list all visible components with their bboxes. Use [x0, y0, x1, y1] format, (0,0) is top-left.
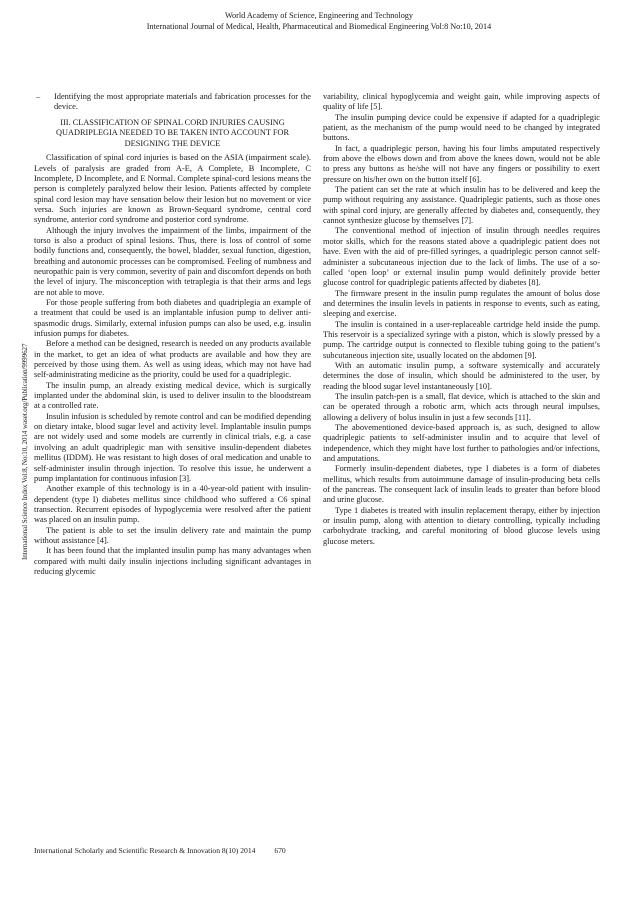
paragraph: The insulin patch-pen is a small, flat device, which is attached to the skin and can be operated through a robotic arm, which acts through neural impulses, allowing a delivery of bolus insulin in just a few seconds [11].	[323, 391, 600, 422]
section-title-line-3: DESIGNING THE DEVICE	[124, 138, 221, 148]
journal-header	[0, 10, 638, 32]
page-number: 670	[274, 846, 286, 855]
paragraph: Before a method can be designed, research is needed on any products available in the market, to get an idea of what products are available and how they are perceived by those using them. As well as using ideas, which may not have had self-administrating medicine as the priority, could be used for a quadriplegic.	[34, 339, 311, 380]
paragraph: The abovementioned device-based approach is, as such, designed to allow quadriplegic patients to self-administer insulin and to acquire that level of independence, which they might have lost further to pathologies and/or infections, and amputations.	[323, 423, 600, 464]
bullet-item	[34, 92, 311, 113]
paragraph: The insulin is contained in a user-replaceable cartridge held inside the pump. This reservoir is a specialized syringe with a piston, which is slowly pressed by a pump. The cartridge output is connected to flexible tubing going to the patient’s subcutaneous injection site, usually located on the abdomen [9].	[323, 319, 600, 360]
paragraph: The insulin pumping device could be expensive if adapted for a quadriplegic patient, as the mechanism of the pump would need to be changed by integrated buttons.	[323, 112, 600, 143]
paragraph: In fact, a quadriplegic person, having his four limbs amputated respectively from above the elbows down and from above the knees down, would not be able to press any buttons as he/she will not have any fingers or possibility to exert pressure on his/her own on the button itself [6].	[323, 143, 600, 184]
paragraph: The conventional method of injection of insulin through needles requires motor skills, which for the reasons stated above a quadriplegic patient does not have. Even with the aid of pre-filled syringes, a quadriplegic person cannot self-administer a subcutaneous injection due to the lack of limbs. The use of a so-called ‘open loop’ or external insulin pump would definitely provide better glucose control for quadriplegic patients affected by diabetes [8].	[323, 226, 600, 288]
paragraph: With an automatic insulin pump, a software systemically and accurately determines the dose of insulin, which should be administered to the user, by reading the blood sugar level instantaneously [10].	[323, 360, 600, 391]
paragraph: Type 1 diabetes is treated with insulin replacement therapy, either by injection or insulin pump, along with attention to dietary controlling, typically including carbohydrate tracking, and careful monitoring of blood glucose levels using glucose meters.	[323, 505, 600, 546]
paragraph: For those people suffering from both diabetes and quadriplegia an example of a treatment that could be used is an implantable infusion pump to deliver anti-spasmodic drugs. Similarly, external infusion pumps can also be used, e.g. insulin infusion pumps for diabetes.	[34, 298, 311, 339]
header-line-2: International Journal of Medical, Health, Pharmaceutical and Biomedical Engineering Vol:8 No:10, 2014	[146, 22, 492, 31]
paragraph: It has been found that the implanted insulin pump has many advantages when compared with multi daily insulin injections including significant advantages in reducing glycemic	[34, 546, 311, 576]
footer-citation: International Scholarly and Scientific Research & Innovation 8(10) 2014	[34, 846, 256, 855]
header-line-1: World Academy of Science, Engineering and Technology	[224, 11, 413, 20]
paragraph: Although the injury involves the impairment of the limbs, impairment of the torso is also a product of spinal lesions. Thus, there is loss of control of some bodily functions and, consequently, the bowel, bladder, sexual function, digestion, breathing and autonomic processes can be compromised. Feeling of numbness and neuropathic pain is very common, severity of pain and discomfort depends on both the level of injury. The misconception with tetraplegia is that their arms and legs are not able to move.	[34, 225, 311, 297]
right-column	[323, 92, 600, 547]
paragraph: Classification of spinal cord injuries is based on the ASIA (impairment scale). Levels of paralysis are graded from A-E, A Complete, B Incomplete, C Incomplete, D Incomplete, and E Normal. Complete spinal-cord lesions means the person is completely paralyzed below their lesion. Patients affected by complete spinal cord lesion may have sensation below their lesion but no movement or vice versa. Such injuries are known as Brown-Sequard syndrome, central cord syndrome, anterior cord syndrome and posterior cord syndrome.	[34, 153, 311, 225]
page-footer	[34, 846, 286, 855]
paragraph: The firmware present in the insulin pump regulates the amount of bolus dose and determines the insulin levels in patients in response to events, such as eating, sleeping and exercise.	[323, 288, 600, 319]
paragraph: variability, clinical hypoglycemia and weight gain, while improving aspects of quality of life [5].	[323, 92, 600, 112]
section-title-line-1: III. CLASSIFICATION OF SPINAL CORD INJURIES CAUSING	[60, 117, 285, 127]
paragraph: Formerly insulin-dependent diabetes, type I diabetes is a form of diabetes mellitus, which results from autoimmune damage of insulin-producing beta cells of the pancreas. The consequent lack of insulin leads to greater than before blood and urine glucose.	[323, 464, 600, 505]
bullet-mark: –	[36, 92, 41, 101]
left-column	[34, 92, 311, 577]
paragraph: The insulin pump, an already existing medical device, which is surgically implanted under the abdominal skin, is used to deliver insulin to the bloodstream at a controlled rate.	[34, 380, 311, 411]
paragraph: Insulin infusion is scheduled by remote control and can be modified depending on dietary intake, blood sugar level and activity level. Implantable insulin pumps are not widely used and some models are currently in clinical trials, e.g. a case involving an adult quadriplegic man with sensitive insulin-dependent diabetes mellitus (IDDM). He was resistant to high doses of oral medication and unable to self-administer insulin through injection. To resolve this issue, he underwent a pump implantation for continuous infusion [3].	[34, 411, 311, 483]
bullet-text: Identifying the most appropriate materials and fabrication processes for the device.	[54, 92, 311, 112]
section-title-line-2: QUADRIPLEGIA NEEDED TO BE TAKEN INTO ACCOUNT FOR	[56, 128, 289, 138]
paragraph: Another example of this technology is in a 40-year-old patient with insulin-dependent (type I) diabetes mellitus since childhood who suffered a C6 spinal transection. Recurrent episodes of hypoglycemia were resolved after the patient was placed on an insulin pump.	[34, 484, 311, 525]
paragraph: The patient can set the rate at which insulin has to be delivered and keep the pump without requiring any assistance. Quadriplegic patients, such as those ones with spinal cord injury, are generally affected by diabetes and, consequently, they cannot synthesize glucose by themselves [7].	[323, 185, 600, 226]
paragraph: The patient is able to set the insulin delivery rate and maintain the pump without assistance [4].	[34, 525, 311, 545]
section-title	[38, 118, 307, 150]
side-index-note: International Science Index Vol:8, No:10, 2014 waset.org/Publication/9999627	[21, 343, 29, 560]
